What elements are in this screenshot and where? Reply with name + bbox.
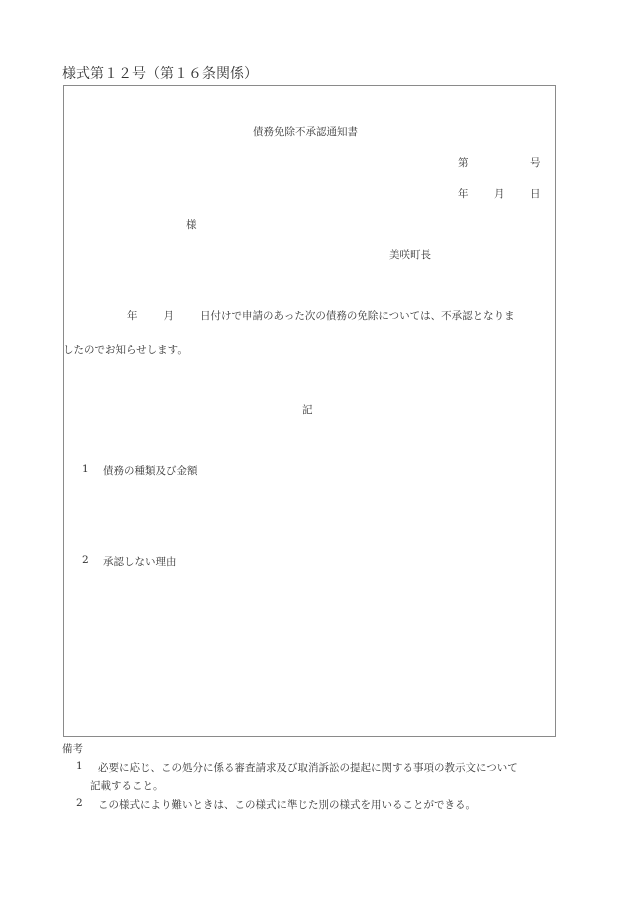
item-label-rejection-reason: 承認しない理由 xyxy=(103,556,177,568)
item-label-debt-type-amount: 債務の種類及び金額 xyxy=(103,465,198,477)
notes-heading: 備考 xyxy=(62,743,83,755)
note-number: 1 xyxy=(76,760,83,772)
body-month-label: 月 xyxy=(163,310,174,322)
item-number: 2 xyxy=(82,554,89,566)
note-number: 2 xyxy=(76,797,83,809)
ki-heading: 記 xyxy=(302,404,313,416)
note-text: 必要に応じ、この処分に係る審査請求及び取消訴訟の提起に関する事項の教示文について xyxy=(98,762,518,774)
body-line-1-text: 日付けで申請のあった次の債務の免除については、不承認となりま xyxy=(200,310,515,322)
document-number-suffix: 号 xyxy=(530,157,541,169)
addressee-suffix: 様 xyxy=(186,219,197,231)
date-day-label: 日 xyxy=(530,188,541,200)
date-year-label: 年 xyxy=(458,188,469,200)
item-number: 1 xyxy=(82,463,89,475)
body-line-1 xyxy=(127,308,515,323)
date-month-label: 月 xyxy=(494,188,505,200)
body-year-label: 年 xyxy=(127,310,138,322)
document-title: 債務免除不承認通知書 xyxy=(253,126,358,138)
note-text: この様式により難いときは、この様式に準じた別の様式を用いることができる。 xyxy=(98,799,476,811)
form-label: 様式第１２号（第１６条関係） xyxy=(62,66,258,82)
sender-name: 美咲町長 xyxy=(389,249,431,261)
body-line-2: したのでお知らせします。 xyxy=(63,344,188,356)
document-number-prefix: 第 xyxy=(458,157,469,169)
note-text-continuation: 記載すること。 xyxy=(90,780,164,792)
